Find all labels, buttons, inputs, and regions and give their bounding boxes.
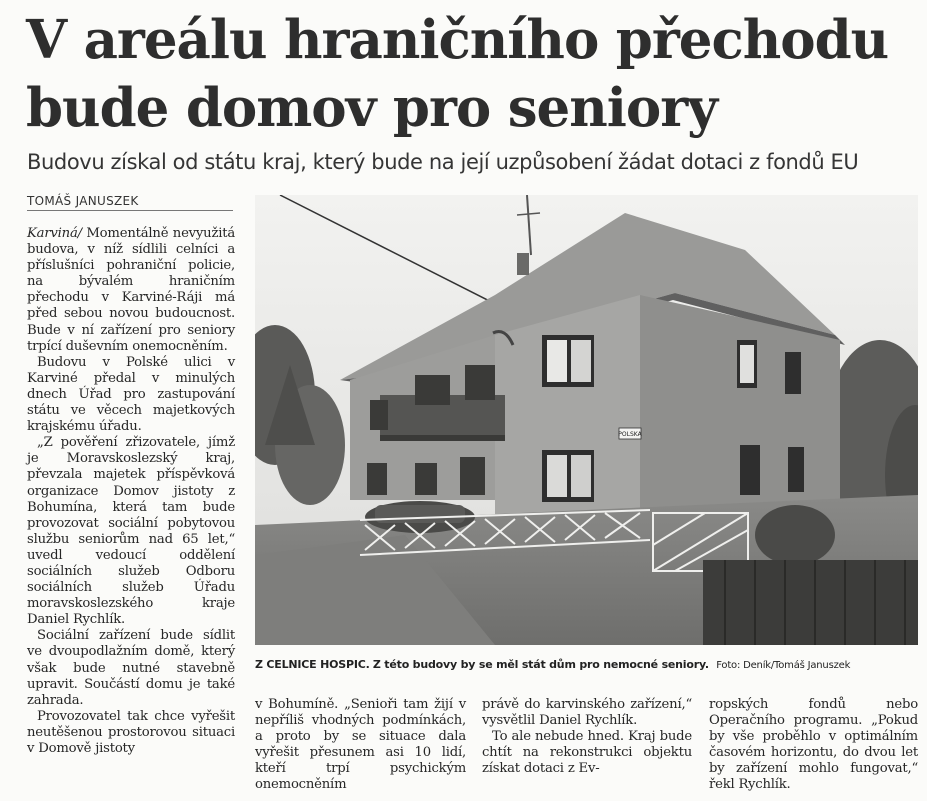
subheadline: Budovu získal od státu kraj, který bude na její uzpůsobení žádat dotaci z fondů EU xyxy=(27,150,859,174)
building-photo-illustration xyxy=(255,195,918,645)
article-column-3 xyxy=(482,697,692,777)
paragraph: Sociální zařízení bude sídlit ve dvoupodlažním domě, který však bude nutné stavebně upravit. Součástí domu je také zahrada. xyxy=(27,628,235,708)
dateline: Karviná/ xyxy=(27,226,82,241)
paragraph: v Bohumíně. „Senioři tam žijí v nepříliš vhodných podmínkách, a proto by se situace dala vyřešit přesunem asi 10 lidí, kteří trpí psychickým onemocněním xyxy=(255,697,466,793)
paragraph: právě do karvinského zařízení,“ vysvětlil Daniel Rychlík. xyxy=(482,697,692,729)
headline-line-2: bude domov pro seniory xyxy=(26,77,717,139)
paragraph: To ale nebude hned. Kraj bude chtít na rekonstrukci objektu získat dotaci z Ev- xyxy=(482,729,692,777)
headline xyxy=(26,6,916,142)
article-column-1 xyxy=(27,226,235,757)
photo-credit: Foto: Deník/Tomáš Januszek xyxy=(716,660,851,671)
paragraph: „Z pověření zřizovatele, jímž je Moravskoslezský kraj, převzala majetek příspěvková organizace Domov jistoty z Bohumína, která tam bude provozovat sociální pobytovou službu seniorům nad 65 let,“ uvedl vedoucí oddělení sociálních služeb Odboru sociálních služeb Úřadu moravskoslezského kraje Daniel Rychlík. xyxy=(27,435,235,628)
caption-head: Z CELNICE HOSPIC. xyxy=(255,658,370,671)
paragraph: Budovu v Polské ulici v Karviné předal v minulých dnech Úřad pro zastupování státu ve věcech majetkových krajskému úřadu. xyxy=(27,354,235,435)
paragraph: ropských fondů nebo Operačního programu. „Pokud by vše proběhlo v optimálním časovém horizontu, do dvou let by zařízení mohlo fungovat,“ řekl Rychlík. xyxy=(709,697,918,793)
photo-caption xyxy=(255,658,918,671)
building-sign: POLSKA xyxy=(618,431,642,438)
caption-text: Z této budovy by se měl stát dům pro nemocné seniory. xyxy=(372,658,709,671)
author-byline: TOMÁŠ JANUSZEK xyxy=(27,194,233,211)
article-column-2 xyxy=(255,697,466,794)
paragraph: Provozovatel tak chce vyřešit neutěšenou prostorovou situaci v Domově jistoty xyxy=(27,708,235,756)
paragraph: Karviná/ Momentálně nevyužitá budova, v níž sídlili celníci a příslušníci pohraniční policie, na bývalém hraničním přechodu v Karviné-Ráji má před sebou novou budoucnost. Bude v ní zařízení pro seniory trpící duševním onemocněním. xyxy=(27,226,235,354)
headline-line-1: V areálu hraničního přechodu xyxy=(26,9,889,71)
article-photo xyxy=(255,195,918,645)
article-column-4 xyxy=(709,697,918,794)
